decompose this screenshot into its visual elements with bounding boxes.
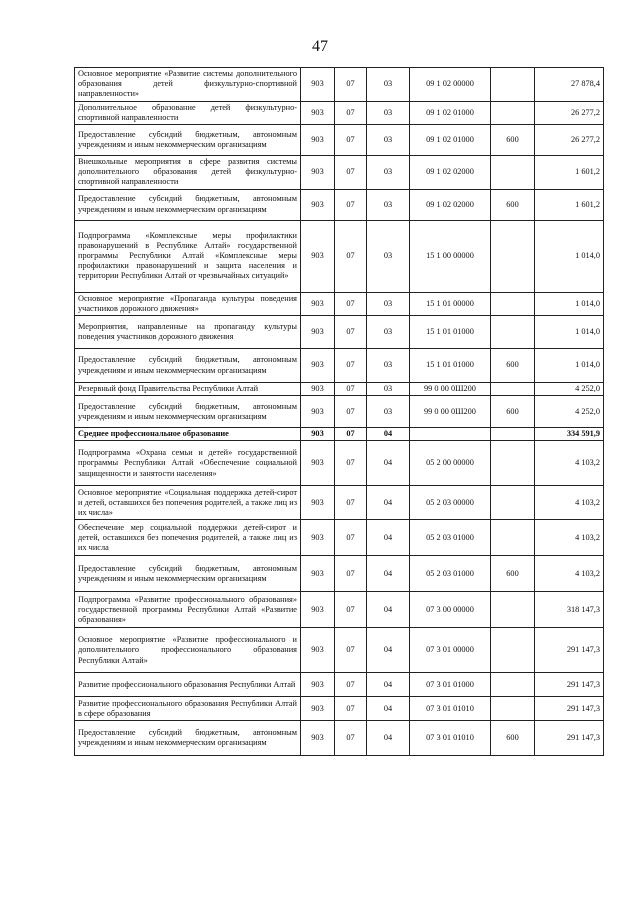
row-section: 07 <box>335 220 367 292</box>
row-subsection: 04 <box>367 721 410 756</box>
row-amount: 1 014,0 <box>535 316 604 349</box>
row-subsection: 04 <box>367 486 410 520</box>
row-amount: 334 591,9 <box>535 428 604 441</box>
row-amount: 4 103,2 <box>535 441 604 486</box>
table-row <box>75 396 604 428</box>
row-name: Подпрограмма «Развитие профессионального образования» государственной программы Республики Алтай «Развитие образования» <box>75 592 301 628</box>
table-row <box>75 721 604 756</box>
row-expense-type: 600 <box>491 125 535 156</box>
row-subsection: 04 <box>367 673 410 697</box>
row-target-article: 09 1 02 00000 <box>410 68 491 102</box>
row-amount: 1 014,0 <box>535 220 604 292</box>
row-expense-type <box>491 441 535 486</box>
row-amount: 4 103,2 <box>535 556 604 592</box>
row-subsection: 03 <box>367 101 410 124</box>
row-grbs: 903 <box>301 156 335 190</box>
table-body <box>75 68 604 756</box>
row-target-article: 07 3 00 00000 <box>410 592 491 628</box>
table-row <box>75 520 604 556</box>
row-section: 07 <box>335 441 367 486</box>
table-row <box>75 68 604 102</box>
row-name: Основное мероприятие «Пропаганда культуры поведения участников дорожного движения» <box>75 292 301 315</box>
row-amount: 291 147,3 <box>535 628 604 673</box>
row-grbs: 903 <box>301 520 335 556</box>
row-expense-type <box>491 292 535 315</box>
row-section: 07 <box>335 428 367 441</box>
row-grbs: 903 <box>301 697 335 721</box>
table-row <box>75 220 604 292</box>
row-section: 07 <box>335 189 367 220</box>
row-grbs: 903 <box>301 101 335 124</box>
row-subsection: 03 <box>367 125 410 156</box>
row-amount: 4 103,2 <box>535 486 604 520</box>
row-amount: 27 878,4 <box>535 68 604 102</box>
row-name: Подпрограмма «Охрана семьи и детей» государственной программы Республики Алтай «Обеспечение социальной защищенности и занятости населения» <box>75 441 301 486</box>
table-row <box>75 101 604 124</box>
row-target-article: 99 0 00 0Ш200 <box>410 383 491 396</box>
row-target-article: 07 3 01 01010 <box>410 697 491 721</box>
row-section: 07 <box>335 68 367 102</box>
row-expense-type <box>491 697 535 721</box>
row-target-article: 05 2 03 00000 <box>410 486 491 520</box>
row-amount: 26 277,2 <box>535 125 604 156</box>
row-target-article: 07 3 01 00000 <box>410 628 491 673</box>
row-amount: 1 601,2 <box>535 189 604 220</box>
row-name: Основное мероприятие «Развитие системы дополнительного образования детей физкультурно-спортивной направленности» <box>75 68 301 102</box>
row-target-article: 05 2 03 01000 <box>410 556 491 592</box>
row-target-article: 09 1 02 01000 <box>410 101 491 124</box>
row-subsection: 03 <box>367 349 410 383</box>
row-expense-type <box>491 428 535 441</box>
row-amount: 318 147,3 <box>535 592 604 628</box>
row-subsection: 04 <box>367 556 410 592</box>
row-grbs: 903 <box>301 441 335 486</box>
row-subsection: 03 <box>367 220 410 292</box>
row-subsection: 04 <box>367 628 410 673</box>
row-section: 07 <box>335 628 367 673</box>
row-expense-type: 600 <box>491 721 535 756</box>
row-subsection: 03 <box>367 189 410 220</box>
row-subsection: 04 <box>367 520 410 556</box>
table-row <box>75 349 604 383</box>
row-target-article: 05 2 00 00000 <box>410 441 491 486</box>
row-name: Подпрограмма «Комплексные меры профилактики правонарушений в Республике Алтай» государственной программы Республики Алтай «Комплексные меры профилактики правонарушений и защита населения и территории Республики Алтай от чрезвычайных ситуаций» <box>75 220 301 292</box>
row-grbs: 903 <box>301 628 335 673</box>
row-section: 07 <box>335 592 367 628</box>
row-amount: 4 252,0 <box>535 383 604 396</box>
row-target-article: 05 2 03 01000 <box>410 520 491 556</box>
row-section: 07 <box>335 721 367 756</box>
table-row <box>75 697 604 721</box>
row-subsection: 03 <box>367 396 410 428</box>
row-section: 07 <box>335 383 367 396</box>
row-amount: 26 277,2 <box>535 101 604 124</box>
row-amount: 4 103,2 <box>535 520 604 556</box>
row-expense-type <box>491 628 535 673</box>
row-expense-type: 600 <box>491 556 535 592</box>
row-name: Предоставление субсидий бюджетным, автономным учреждениям и иным некоммерческим организациям <box>75 396 301 428</box>
table-row <box>75 441 604 486</box>
row-target-article: 09 1 02 02000 <box>410 156 491 190</box>
budget-table <box>74 67 604 756</box>
row-grbs: 903 <box>301 349 335 383</box>
table-row <box>75 292 604 315</box>
table-row <box>75 189 604 220</box>
row-target-article: 15 1 01 01000 <box>410 349 491 383</box>
row-name: Основное мероприятие «Развитие профессионального и дополнительного профессионального образования Республики Алтай» <box>75 628 301 673</box>
row-target-article: 99 0 00 0Ш200 <box>410 396 491 428</box>
row-subsection: 04 <box>367 697 410 721</box>
row-subsection: 03 <box>367 156 410 190</box>
row-section: 07 <box>335 125 367 156</box>
row-section: 07 <box>335 396 367 428</box>
row-target-article <box>410 428 491 441</box>
table-row <box>75 592 604 628</box>
row-expense-type <box>491 156 535 190</box>
row-section: 07 <box>335 316 367 349</box>
row-section: 07 <box>335 349 367 383</box>
row-grbs: 903 <box>301 721 335 756</box>
row-section: 07 <box>335 156 367 190</box>
row-grbs: 903 <box>301 220 335 292</box>
row-amount: 291 147,3 <box>535 673 604 697</box>
row-expense-type <box>491 520 535 556</box>
row-grbs: 903 <box>301 592 335 628</box>
row-name: Обеспечение мер социальной поддержки детей-сирот и детей, оставшихся без попечения родителей, а также лиц из их числа <box>75 520 301 556</box>
row-target-article: 09 1 02 01000 <box>410 125 491 156</box>
row-expense-type <box>491 383 535 396</box>
row-name: Развитие профессионального образования Республики Алтай <box>75 673 301 697</box>
row-target-article: 15 1 00 00000 <box>410 220 491 292</box>
row-expense-type <box>491 673 535 697</box>
row-expense-type <box>491 220 535 292</box>
row-target-article: 15 1 01 01000 <box>410 316 491 349</box>
page-number: 47 <box>312 38 328 55</box>
row-target-article: 07 3 01 01010 <box>410 721 491 756</box>
row-name: Предоставление субсидий бюджетным, автономным учреждениям и иным некоммерческим организациям <box>75 556 301 592</box>
row-name: Предоставление субсидий бюджетным, автономным учреждениям и иным некоммерческим организациям <box>75 189 301 220</box>
row-section: 07 <box>335 556 367 592</box>
row-expense-type <box>491 316 535 349</box>
row-name: Внешкольные мероприятия в сфере развития системы дополнительного образования детей физкультурно-спортивной направленности <box>75 156 301 190</box>
row-grbs: 903 <box>301 292 335 315</box>
row-subsection: 04 <box>367 441 410 486</box>
row-section: 07 <box>335 101 367 124</box>
row-amount: 4 252,0 <box>535 396 604 428</box>
row-subsection: 03 <box>367 383 410 396</box>
row-section: 07 <box>335 486 367 520</box>
row-section: 07 <box>335 697 367 721</box>
row-name: Резервный фонд Правительства Республики Алтай <box>75 383 301 396</box>
row-grbs: 903 <box>301 428 335 441</box>
row-grbs: 903 <box>301 189 335 220</box>
row-name: Предоставление субсидий бюджетным, автономным учреждениям и иным некоммерческим организациям <box>75 721 301 756</box>
table-row <box>75 125 604 156</box>
row-name: Предоставление субсидий бюджетным, автономным учреждениям и иным некоммерческим организациям <box>75 349 301 383</box>
row-section: 07 <box>335 520 367 556</box>
row-target-article: 07 3 01 01000 <box>410 673 491 697</box>
row-expense-type: 600 <box>491 189 535 220</box>
row-section: 07 <box>335 292 367 315</box>
row-amount: 1 601,2 <box>535 156 604 190</box>
row-grbs: 903 <box>301 396 335 428</box>
row-target-article: 15 1 01 00000 <box>410 292 491 315</box>
row-grbs: 903 <box>301 125 335 156</box>
row-expense-type: 600 <box>491 396 535 428</box>
row-expense-type: 600 <box>491 349 535 383</box>
row-expense-type <box>491 486 535 520</box>
row-grbs: 903 <box>301 68 335 102</box>
row-grbs: 903 <box>301 383 335 396</box>
row-grbs: 903 <box>301 673 335 697</box>
row-target-article: 09 1 02 02000 <box>410 189 491 220</box>
table-row <box>75 316 604 349</box>
row-expense-type <box>491 592 535 628</box>
row-grbs: 903 <box>301 556 335 592</box>
row-amount: 1 014,0 <box>535 349 604 383</box>
row-expense-type <box>491 68 535 102</box>
row-subsection: 03 <box>367 316 410 349</box>
row-amount: 1 014,0 <box>535 292 604 315</box>
row-expense-type <box>491 101 535 124</box>
row-name: Дополнительное образование детей физкультурно-спортивной направленности <box>75 101 301 124</box>
row-name: Развитие профессионального образования Республики Алтай в сфере образования <box>75 697 301 721</box>
row-grbs: 903 <box>301 486 335 520</box>
row-name: Предоставление субсидий бюджетным, автономным учреждениям и иным некоммерческим организациям <box>75 125 301 156</box>
table-row <box>75 428 604 441</box>
row-amount: 291 147,3 <box>535 697 604 721</box>
table-row <box>75 556 604 592</box>
row-grbs: 903 <box>301 316 335 349</box>
table-row <box>75 673 604 697</box>
row-amount: 291 147,3 <box>535 721 604 756</box>
row-section: 07 <box>335 673 367 697</box>
row-name: Среднее профессиональное образование <box>75 428 301 441</box>
row-name: Мероприятия, направленные на пропаганду культуры поведения участников дорожного движения <box>75 316 301 349</box>
row-subsection: 03 <box>367 292 410 315</box>
table-row <box>75 628 604 673</box>
row-name: Основное мероприятие «Социальная поддержка детей-сирот и детей, оставшихся без попечения родителей, а также лиц из их числа» <box>75 486 301 520</box>
row-subsection: 04 <box>367 428 410 441</box>
table-row <box>75 486 604 520</box>
table-row <box>75 156 604 190</box>
table-row <box>75 383 604 396</box>
row-subsection: 03 <box>367 68 410 102</box>
row-subsection: 04 <box>367 592 410 628</box>
